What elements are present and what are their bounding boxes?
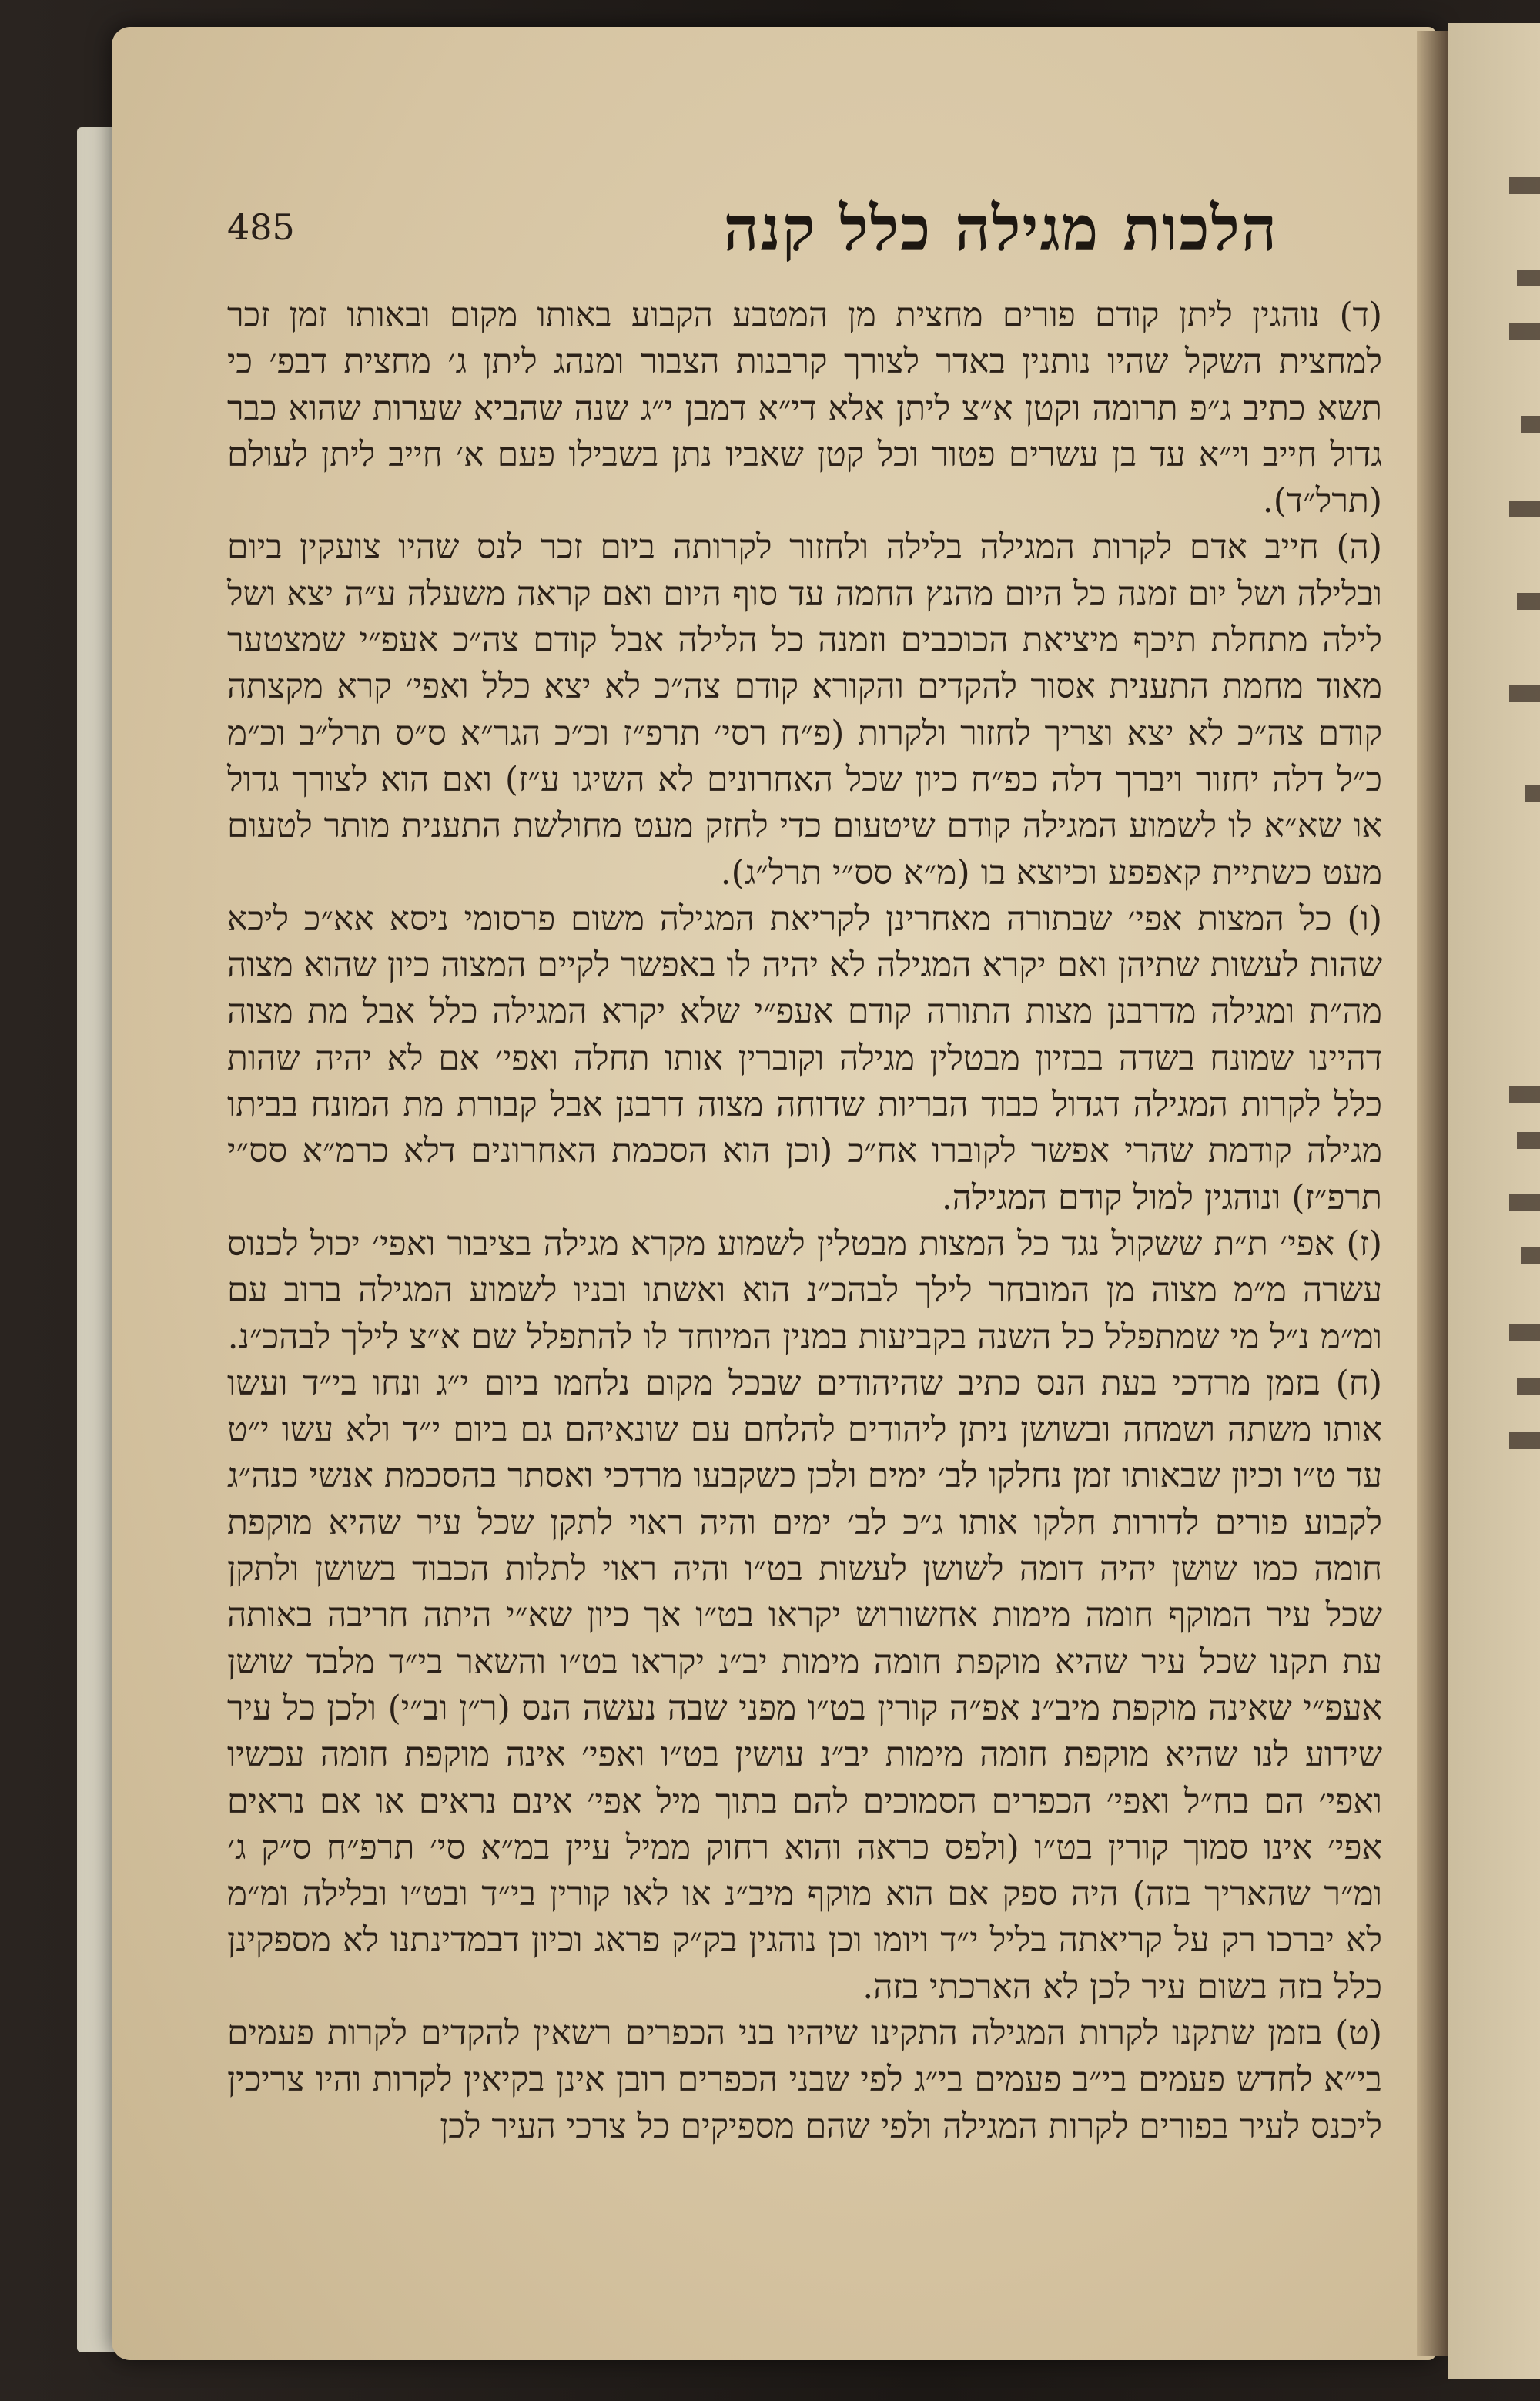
page-number: 485	[227, 206, 295, 248]
page-header	[227, 193, 1348, 277]
body-text	[227, 293, 1382, 2150]
paragraph-7: (ז) אפי׳ ת״ת ששקול נגד כל המצות מבטלין לשמוע מקרא מגילה בציבור ואפי׳ יכול לכנוס עשרה מ״מ מצוה מן המובחר לילך לבהכ״נ הוא ואשתו ובניו לשמוע המגילה ברוב עם ומ״מ נ״ל מי שמתפלל כל השנה בקביעות במנין המיוחד לו להתפלל שם א״צ לילך לבהכ״נ.	[227, 1224, 1382, 1357]
paragraph-6: (ו) כל המצות אפי׳ שבתורה מאחרינן לקריאת המגילה משום פרסומי ניסא אא״כ ליכא שהות לעשות שתיהן ואם יקרא המגילה לא יהיה לו באפשר לקיים המצוה כיון שהוא מצוה מה״ת ומגילה מדרבנן מצות התורה קודם אעפ״י שלא יקרא המגילה כלל אבל מת מצוה דהיינו שמונח בשדה בבזיון מבטלין מגילה וקוברין אותו תחלה ואפי׳ אם לא יהיה שהות כלל לקרות המגילה דגדול כבוד הבריות שדוחה מצוה דרבנן אבל קבורת מת המונח בביתו מגילה קודמת שהרי אפשר לקוברו אח״כ (וכן הוא הסכמת האחרונים דלא כרמ״א סס״י תרפ״ז) ונוהגין למול קודם המגילה.	[227, 899, 1382, 1217]
paragraph-8: (ח) בזמן מרדכי בעת הנס כתיב שהיהודים שבכל מקום נלחמו ביום י״ג ונחו בי״ד ועשו אותו משתה ושמחה ובשושן ניתן ליהודים להלחם עם שונאיהם גם ביום י״ד ולא עשו י״ט עד ט״ו וכיון שבאותו זמן נחלקו לב׳ ימים ולכן כשקבעו מרדכי ואסתר בהסכמת אנשי כנה״ג לקבוע פורים לדורות חלקו אותו ג״כ לב׳ ימים והיה ראוי לתקן שכל עיר שהיא מוקפת חומה כמו שושן יהיה דומה לשושן לעשות בט״ו והיה ראוי לתלות הכבוד בשושן ולתקן שכל עיר המוקף חומה מימות אחשורוש יקראו בט״ו אך כיון שא״י היתה חריבה באותה עת תקנו שכל עיר שהיא מוקפת חומה מימות יב״נ יקראו בט״ו והשאר בי״ד מלבד שושן אעפ״י שאינה מוקפת מיב״נ אפ״ה קורין בט״ו מפני שבה נעשה הנס (ר״ן וב״י) ולכן כל עיר שידוע לנו שהיא מוקפת חומה מימות יב״נ עושין בט״ו ואפי׳ אינה מוקפת חומה עכשיו ואפי׳ הם בח״ל ואפי׳ הכפרים הסמוכים להם בתוך מיל אפי׳ אינם נראים או אם נראים אפי׳ אינו סמוך קורין בט״ו (ולפס כראה והוא רחוק ממיל עיין במ״א סי׳ תרפ״ח ס״ק ג׳ ומ״ר שהאריך בזה) היה ספק אם הוא מוקף מיב״נ או לאו קורין בי״ד ובט״ו ובלילה ומ״מ לא יברכו רק על קריאתה בליל י״ד ויומו וכן נוהגין בק״ק פראג וכיון דבמדינתנו לא מספקינן כלל בזה בשום עיר לכן לא הארכתי בזה.	[227, 1363, 1383, 2007]
book-gutter	[1417, 31, 1448, 2356]
paragraph-9: (ט) בזמן שתקנו לקרות המגילה התקינו שיהיו בני הכפרים רשאין להקדים לקרות פעמים בי״א לחדש פעמים בי״ב פעמים בי״ג לפי שבני הכפרים רובן אינן בקיאין לקרות והיו צריכין ליכנס לעיר בפורים לקרות המגילה ולפי שהם מספיקים כל צרכי העיר לכן	[227, 2013, 1382, 2146]
paragraph-5: (ה) חייב אדם לקרות המגילה בלילה ולחזור לקרותה ביום זכר לנס שהיו צועקין ביום ובלילה ושל יום זמנה כל היום מהנץ החמה עד סוף היום ואם קראה משעלה ע״ה יצא ושל לילה מתחלת תיכף מיציאת הכוכבים וזמנה כל הלילה אבל קודם צה״כ אעפ״י שמצטער מאוד מחמת התענית אסור להקדים והקורא קודם צה״כ לא יצא כלל ואפי׳ קרא מקצתה קודם צה״כ לא יצא וצריך לחזור ולקרות (פ״ח רסי׳ תרפ״ז וכ״כ הגר״א ס״ס תרל״ב וכ״מ כ״ל דלה יחזור ויברך דלה כפ״ח כיון שכל האחרונים לא השיגו ע״ז) ואם הוא לצורך גדול או שא״א לו לשמוע המגילה קודם שיטעום כדי לחזק מעט מחולשת התענית מותר לטעום מעט כשתיית קאפפע וכיוצא בו (מ״א סס״י תרל״ג).	[227, 527, 1382, 892]
adjacent-page-edge	[1448, 23, 1540, 2379]
paragraph-4: (ד) נוהגין ליתן קודם פורים מחצית מן המטבע הקבוע באותו מקום ובאותו זמן זכר למחצית השקל שהיו נותנין באדר לצורך קרבנות הצבור ומנהג ליתן ג׳ מחצית דבפ׳ כי תשא כתיב ג״פ תרומה וקטן א״צ ליתן אלא די״א דמבן י״ג שנה שהביא שערות שהוא כבר גדול חייב וי״א עד בן עשרים פטור וכל קטן שאביו נתן בשבילו פעם א׳ חייב ליתן לעולם (תרל״ד).	[227, 296, 1382, 521]
running-title: הלכות מגילה כלל קנה	[723, 193, 1278, 265]
